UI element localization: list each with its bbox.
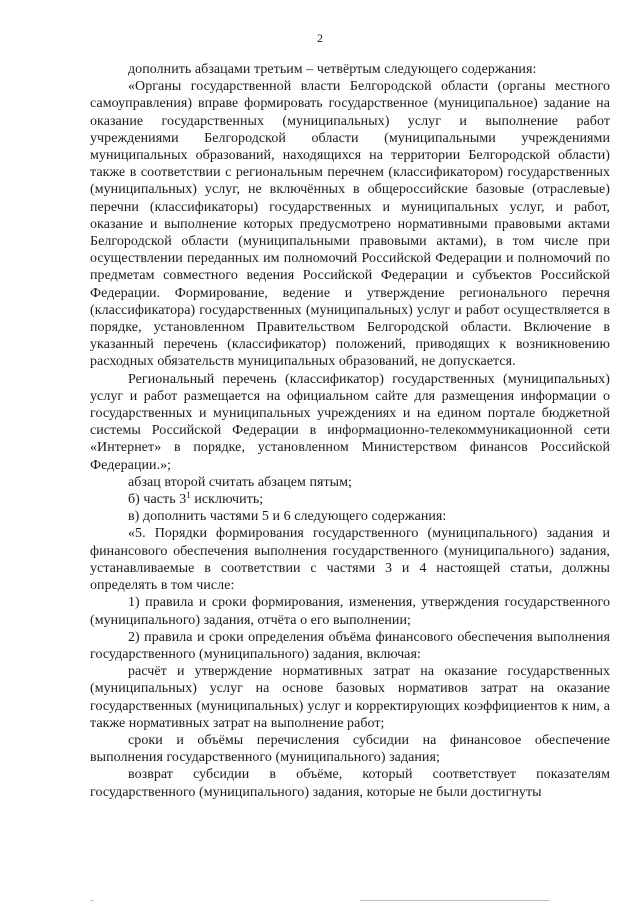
paragraph-item-c: в) дополнить частями 5 и 6 следующего содержания: [128,509,447,525]
scan-mark-bottom [360,900,550,901]
paragraph-subsidy-return: возврат субсидии в объёме, который соответствует показателям государственного (муниципального) задания, которые не были достигнуты [90,767,610,800]
paragraph-part-5: «5. Порядки формирования государственного (муниципального) задания и финансового обеспечения выполнения государственного (муниципального) задания, устанавливаемые в соответствии с частями 3 и 4 настоящей статьи, должны определять в том числе: [90,526,610,594]
item-b-tail: исключить; [190,492,264,508]
paragraph-rule-1: 1) правила и сроки формирования, изменения, утверждения государственного (муниципального) задания, отчёта о его выполнении; [90,595,610,628]
paragraph-rule-2: 2) правила и сроки определения объёма финансового обеспечения выполнения государственного (муниципального) задания, включая: [90,629,610,662]
paragraph-regional-list: Региональный перечень (классификатор) государственных (муниципальных) услуг и работ размещается на официальном сайте для размещения информации о государственных и муниципальных учреждениях и на едином портале бюджетной системы Российской Федерации в информационно-телекоммуникационной сети «Интернет» в порядке, установленном Министерством финансов Российской Федерации.»; [90,371,610,473]
paragraph-subsidy-terms: сроки и объёмы перечисления субсидии на финансовое обеспечение выполнения государственного (муниципального) задания; [90,732,610,766]
paragraph-organs: «Органы государственной власти Белгородской области (органы местного самоуправления) вправе формировать государственное (муниципальное) задание на оказание государственных (муниципальных) услуг и выполнение работ учреждениями Белгородской области (муниципальными учреждениями муниципальных образований, находящихся на территории Белгородской области) также в соответствии с региональным перечнем (классификатором) государственных (муниципальных) услуг, не включённых в общероссийские базовые (отраслевые) перечни (классификаторы) государственных и муниципальных услуг, и работ, оказание и выполнение которых предусмотрено нормативными правовыми актами Белгородской области (муниципальными правовыми актами), в том числе при осуществлении переданных им полномочий Российской Федерации и полномочий по предметам совместного ведения Российской Федерации и субъектов Российской Федерации. Формирование, ведение и утверждение регионального перечня (классификатора) государственных (муниципальных) услуг и работ осуществляется в порядке, установленном Правительством Белгородской области. Включение в указанный перечень (классификатор) положений, приводящих к возникновению расходных обязательств муниципальных образований, не допускается. [90,79,610,370]
paragraph-item-b [90,491,610,508]
page-number: 2 [317,31,323,45]
paragraph-normative-costs: расчёт и утверждение нормативных затрат на оказание государственных (муниципальных) услуг на основе базовых нормативов затрат на оказание государственных (муниципальных) услуг и корректирующих коэффициентов к ним, а также нормативных затрат на выполнение работ; [90,664,610,731]
document-body [90,61,610,801]
paragraph-intro: дополнить абзацами третьим – четвёртым следующего содержания: [128,62,537,77]
item-b-text: б) часть 3 [128,492,187,508]
item-b-superscript: 1 [186,490,191,501]
paragraph-second-to-fifth: абзац второй считать абзацем пятым; [128,474,352,490]
scan-mark-left [90,900,94,901]
